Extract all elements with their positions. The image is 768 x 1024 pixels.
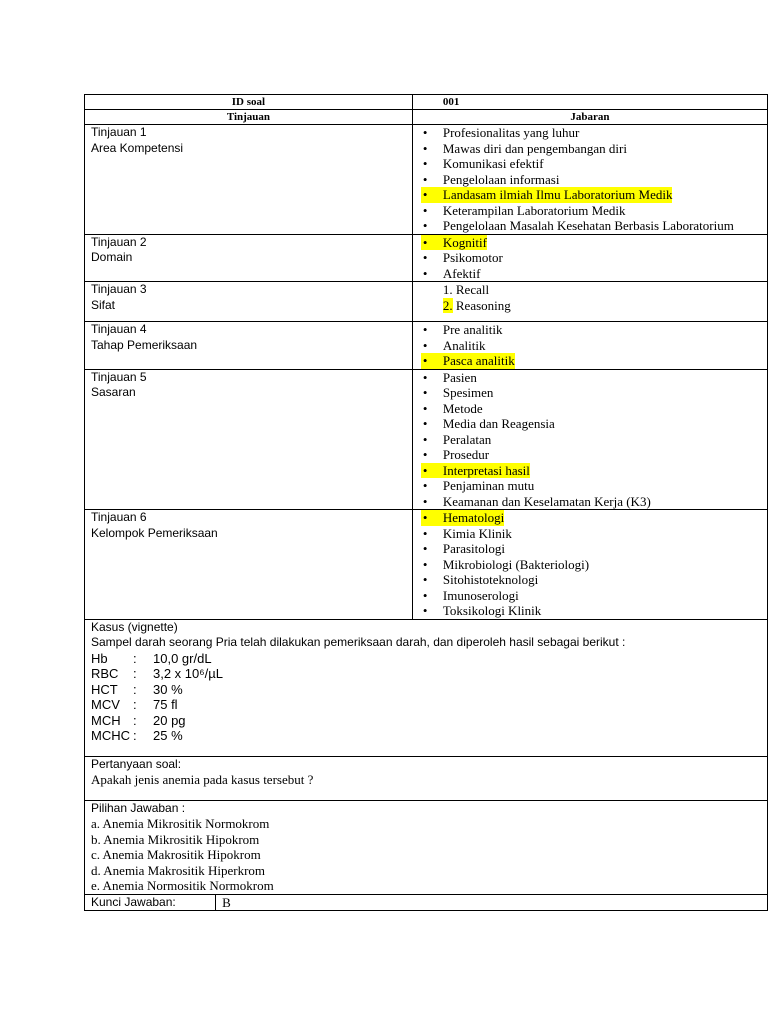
pertanyaan-label: Pertanyaan soal:	[91, 756, 182, 771]
jabaran-item	[421, 235, 487, 251]
bullet-icon: •	[422, 265, 428, 281]
jabaran-item-text: Afektif	[442, 265, 481, 281]
jabaran-item-text: Metode	[442, 400, 483, 416]
answer-option: c. Anemia Makrositik Hipokrom	[91, 847, 261, 862]
tinjauan-title: Tinjauan 4	[91, 322, 147, 336]
bullet-icon: •	[422, 187, 428, 202]
jabaran-item-text: Toksikologi Klinik	[442, 603, 542, 618]
jabaran-item	[422, 385, 767, 401]
jabaran-item-text: Imunoserologi	[442, 587, 519, 603]
item-text: Recall	[455, 282, 490, 297]
jabaran-item	[422, 603, 767, 619]
bullet-icon: •	[422, 202, 428, 218]
tinjauan-subtitle: Tahap Pemeriksaan	[91, 337, 198, 352]
header-row-columns	[85, 110, 768, 125]
bullet-icon: •	[422, 385, 428, 400]
jabaran-item	[422, 556, 767, 573]
tinjauan-label-cell	[85, 282, 413, 322]
tinjauan-rows	[85, 125, 768, 620]
jabaran-cell	[412, 322, 767, 370]
jabaran-item-text: Penjaminan mutu	[442, 478, 535, 493]
lab-value-row	[91, 651, 767, 667]
jabaran-item	[421, 187, 673, 203]
lab-value: 25 %	[153, 728, 183, 743]
lab-key: HCT	[91, 681, 118, 697]
jabaran-item-text: Keamanan dan Keselamatan Kerja (K3)	[442, 493, 651, 509]
jabaran-item-text: Pengelolaan informasi	[442, 171, 560, 187]
pertanyaan-text: Apakah jenis anemia pada kasus tersebut ?	[91, 772, 314, 787]
jabaran-item	[421, 463, 530, 479]
pilihan-label: Pilihan Jawaban :	[91, 800, 186, 815]
jabaran-item-text: Landasam ilmiah Ilmu Laboratorium Medik	[442, 187, 673, 202]
jabaran-cell	[412, 510, 767, 620]
kunci-table	[84, 894, 768, 912]
jabaran-item	[422, 202, 767, 219]
jabaran-cell	[412, 234, 767, 282]
lab-key: RBC	[91, 666, 119, 681]
jabaran-list	[419, 125, 767, 234]
tinjauan-row	[85, 282, 768, 322]
bullet-icon: •	[422, 572, 428, 587]
tinjauan-title: Tinjauan 5	[91, 369, 147, 384]
pilihan-row	[85, 800, 768, 894]
jabaran-cell	[412, 125, 767, 235]
jabaran-item-text: Mikrobiologi (Bakteriologi)	[442, 556, 590, 572]
jabaran-item-text: Peralatan	[442, 431, 492, 447]
bullet-icon: •	[422, 250, 428, 265]
jabaran-list	[419, 235, 767, 282]
bullet-icon: •	[422, 556, 428, 572]
jabaran-list	[419, 370, 767, 510]
jabaran-item-text: Hematologi	[442, 510, 505, 525]
kasus-row	[85, 619, 768, 756]
colon-separator: :	[133, 728, 137, 743]
tinjauan-label-cell	[85, 322, 413, 370]
bullet-icon: •	[422, 478, 428, 493]
jabaran-item	[422, 525, 767, 542]
tinjauan-title: Tinjauan 3	[91, 282, 147, 296]
jabaran-item-text: Pre analitik	[442, 322, 503, 337]
colon-separator: :	[133, 650, 137, 666]
jabaran-item-text: Analitik	[442, 337, 486, 353]
jabaran-item	[422, 541, 767, 557]
kasus-cell	[85, 619, 768, 756]
lab-value-row	[91, 697, 767, 713]
item-number: 2.	[442, 297, 453, 313]
answer-option: e. Anemia Normositik Normokrom	[91, 878, 274, 893]
column-header-tinjauan: Tinjauan	[85, 110, 413, 125]
jabaran-item-text: Psikomotor	[442, 250, 503, 265]
tinjauan-label-cell	[85, 125, 413, 235]
lab-value-row	[91, 682, 767, 698]
lab-key: MCH	[91, 712, 121, 728]
jabaran-item-text: Spesimen	[442, 385, 494, 400]
lab-value-row	[91, 728, 767, 744]
item-number: 1.	[442, 282, 453, 297]
jabaran-item-text: Media dan Reagensia	[442, 416, 555, 431]
bullet-icon: •	[422, 337, 428, 353]
bullet-icon: •	[422, 234, 428, 250]
jabaran-numbered-list	[419, 282, 767, 313]
jabaran-item	[422, 125, 767, 141]
lab-value-row	[91, 666, 767, 682]
jabaran-item-text: Pasca analitik	[442, 353, 515, 368]
jabaran-item-text: Keterampilan Laboratorium Medik	[442, 202, 626, 218]
lab-value: 30 %	[153, 681, 183, 697]
jabaran-item	[422, 400, 767, 417]
answer-option: d. Anemia Makrositik Hiperkrom	[91, 862, 266, 878]
kunci-value: B	[216, 894, 768, 911]
tinjauan-subtitle: Kelompok Pemeriksaan	[91, 525, 218, 540]
jabaran-item-text: Prosedur	[442, 447, 490, 462]
bullet-icon: •	[422, 125, 428, 140]
lab-key: MCHC	[91, 728, 130, 743]
bullet-icon: •	[422, 447, 428, 462]
kunci-row	[85, 894, 768, 911]
jabaran-item-text: Mawas diri dan pengembangan diri	[442, 140, 627, 156]
lab-value: 20 pg	[153, 712, 186, 728]
bullet-icon: •	[422, 140, 428, 156]
jabaran-item	[422, 572, 767, 588]
id-value: 001	[412, 95, 767, 110]
colon-separator: :	[133, 712, 137, 728]
jabaran-item	[421, 510, 504, 526]
tinjauan-title: Tinjauan 6	[91, 510, 147, 524]
case-table	[84, 619, 768, 895]
tinjauan-subtitle: Domain	[91, 250, 133, 264]
jabaran-item	[422, 322, 767, 338]
jabaran-item	[422, 478, 767, 494]
jabaran-item	[422, 140, 767, 157]
tinjauan-title: Tinjauan 2	[91, 234, 147, 249]
tinjauan-row	[85, 369, 768, 510]
header-row-id	[85, 95, 768, 110]
jabaran-list	[419, 322, 767, 369]
jabaran-list	[419, 510, 767, 619]
bullet-icon: •	[422, 400, 428, 416]
jabaran-item-text: Profesionalitas yang luhur	[442, 125, 580, 140]
jabaran-item-text: Kimia Klinik	[442, 525, 512, 541]
column-header-jabaran: Jabaran	[412, 110, 767, 125]
bullet-icon: •	[422, 587, 428, 603]
jabaran-item	[422, 218, 767, 234]
tinjauan-subtitle: Sifat	[91, 297, 116, 312]
lab-value: 3,2 x 10⁶/µL	[153, 666, 223, 681]
bullet-icon: •	[422, 525, 428, 541]
bullet-icon: •	[422, 218, 428, 233]
tinjauan-subtitle: Area Kompetensi	[91, 140, 184, 155]
tinjauan-row	[85, 322, 768, 370]
colon-separator: :	[133, 697, 137, 712]
jabaran-numbered-item	[443, 282, 767, 298]
jabaran-item-text: Interpretasi hasil	[442, 462, 530, 478]
question-sheet	[84, 94, 768, 911]
kasus-label: Kasus (vignette)	[91, 619, 178, 634]
bullet-icon: •	[422, 322, 428, 337]
tinjauan-row	[85, 125, 768, 235]
jabaran-item-text: Pasien	[442, 369, 477, 385]
answer-option: a. Anemia Mikrositik Normokrom	[91, 816, 270, 831]
bullet-icon: •	[422, 493, 428, 509]
jabaran-item-text: Pengelolaan Masalah Kesehatan Berbasis Laboratorium	[442, 218, 734, 233]
tinjauan-title: Tinjauan 1	[91, 125, 147, 139]
jabaran-item	[422, 250, 767, 266]
jabaran-item-text: Parasitologi	[442, 541, 505, 556]
bullet-icon: •	[422, 603, 428, 618]
bullet-icon: •	[422, 156, 428, 171]
bullet-icon: •	[422, 541, 428, 556]
pilihan-cell	[85, 800, 768, 894]
bullet-icon: •	[422, 171, 428, 187]
jabaran-item-text: Komunikasi efektif	[442, 156, 544, 171]
tinjauan-subtitle: Sasaran	[91, 385, 136, 399]
jabaran-item	[422, 587, 767, 604]
jabaran-item	[422, 369, 767, 386]
lab-value: 75 fl	[153, 697, 178, 712]
question-table	[84, 94, 768, 620]
jabaran-item	[422, 416, 767, 432]
jabaran-numbered-item	[443, 298, 767, 314]
colon-separator: :	[133, 666, 137, 681]
jabaran-item	[421, 353, 515, 369]
jabaran-item-text: Sitohistoteknologi	[442, 572, 539, 587]
tinjauan-row	[85, 510, 768, 620]
pertanyaan-row	[85, 756, 768, 800]
jabaran-cell	[412, 282, 767, 322]
lab-values	[91, 651, 767, 744]
jabaran-item	[422, 156, 767, 172]
bullet-icon: •	[422, 369, 428, 385]
tinjauan-label-cell	[85, 510, 413, 620]
tinjauan-label-cell	[85, 234, 413, 282]
jabaran-item	[422, 171, 767, 188]
jabaran-item	[422, 265, 767, 282]
colon-separator: :	[133, 681, 137, 697]
jabaran-cell	[412, 369, 767, 510]
pertanyaan-cell	[85, 756, 768, 800]
bullet-icon: •	[422, 353, 428, 368]
bullet-icon: •	[422, 431, 428, 447]
jabaran-item	[422, 447, 767, 463]
jabaran-item-text: Kognitif	[442, 234, 487, 250]
answer-options	[91, 816, 767, 894]
tinjauan-row	[85, 234, 768, 282]
id-label: ID soal	[85, 95, 413, 110]
answer-option: b. Anemia Mikrositik Hipokrom	[91, 831, 260, 847]
jabaran-item	[422, 493, 767, 510]
bullet-icon: •	[422, 416, 428, 431]
jabaran-item	[422, 431, 767, 448]
jabaran-item	[422, 337, 767, 354]
lab-value-row	[91, 713, 767, 729]
bullet-icon: •	[422, 462, 428, 478]
lab-key: MCV	[91, 697, 120, 712]
bullet-icon: •	[422, 510, 428, 525]
lab-value: 10,0 gr/dL	[153, 650, 212, 666]
tinjauan-label-cell	[85, 369, 413, 510]
kasus-intro: Sampel darah seorang Pria telah dilakukan pemeriksaan darah, dan diperoleh hasil sebagai berikut :	[91, 635, 626, 649]
item-text: Reasoning	[455, 297, 511, 313]
kunci-label: Kunci Jawaban:	[85, 894, 216, 911]
lab-key: Hb	[91, 650, 108, 666]
